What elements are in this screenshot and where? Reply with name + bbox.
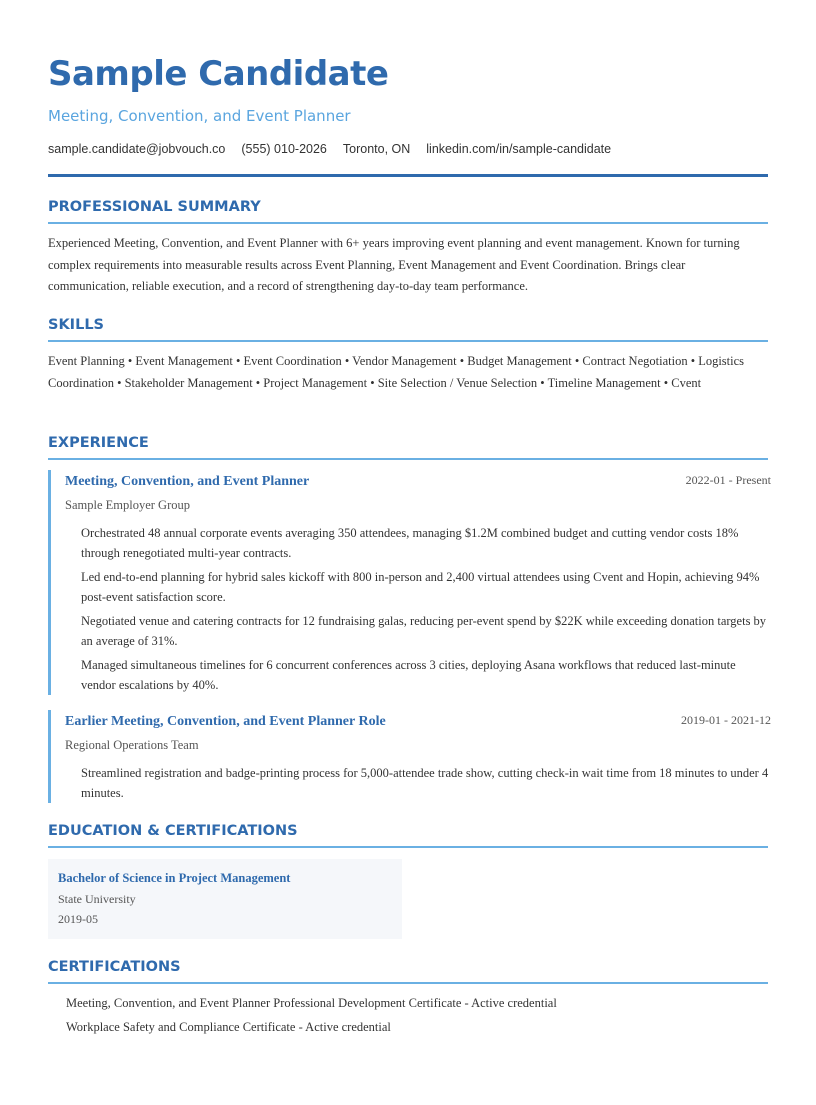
contact-line [48,142,627,156]
certification-item: Meeting, Convention, and Event Planner Professional Development Certificate - Active credential [66,996,557,1010]
skills-heading: SKILLS [48,317,104,333]
certifications-heading: CERTIFICATIONS [48,959,181,975]
header-divider [48,174,768,177]
job-bullet: Negotiated venue and catering contracts for 12 fundraising galas, reducing per-event spend by $22K while exceeding donation targets by an average of 31%. [81,614,767,648]
job-entry [48,710,771,803]
job-entry [48,470,771,695]
certification-item: Workplace Safety and Compliance Certificate - Active credential [66,1020,391,1034]
summary-text: Experienced Meeting, Convention, and Event Planner with 6+ years improving event planning and event management. Known for turning complex requirements into measurable results across Event Planning, Event Management and Event Coordination. Brings clear communication, reliable execution, and a record of strengthening day-to-day team performance. [48,236,740,293]
contact-email[interactable]: sample.candidate@jobvouch.co [48,142,226,156]
job-title: Meeting, Convention, and Event Planner [65,474,310,489]
education-degree: Bachelor of Science in Project Management [58,871,291,885]
job-company: Regional Operations Team [65,738,199,752]
education-school: State University [58,892,136,906]
certifications-divider [48,982,768,984]
job-company: Sample Employer Group [65,498,190,512]
candidate-title: Meeting, Convention, and Event Planner [48,107,351,125]
summary-heading: PROFESSIONAL SUMMARY [48,199,261,215]
job-dates: 2019-01 - 2021-12 [681,713,771,727]
candidate-name: Sample Candidate [48,54,389,94]
job-bullet: Orchestrated 48 annual corporate events averaging 350 attendees, managing $1.2M combined budget and cutting vendor costs 18% through renegotiated multi-year contracts. [81,526,739,560]
job-bullet: Led end-to-end planning for hybrid sales kickoff with 800 in-person and 2,400 virtual attendees using Cvent and Hopin, achieving 94% post-event satisfaction score. [81,570,760,604]
contact-location: Toronto, ON [342,142,411,156]
summary-divider [48,222,768,224]
contact-phone: (555) 010-2026 [241,142,327,156]
contact-linkedin[interactable]: linkedin.com/in/sample-candidate [426,142,612,156]
job-bullets [81,763,769,807]
job-bullet: Streamlined registration and badge-printing process for 5,000-attendee trade show, cutting check-in wait time from 18 minutes to under 4 minutes. [81,766,769,800]
experience-divider [48,458,768,460]
job-bullets [81,523,769,699]
skills-text: Event Planning • Event Management • Event Coordination • Vendor Management • Budget Management • Contract Negotiation • Logistics Coordination • Stakeholder Management • Project Management • Site Selection / Venue Selection • Timeline Management • Cvent [48,354,745,390]
skills-divider [48,340,768,342]
job-dates: 2022-01 - Present [685,473,771,487]
education-divider [48,846,768,848]
education-heading: EDUCATION & CERTIFICATIONS [48,823,298,839]
education-card [48,859,402,939]
job-title: Earlier Meeting, Convention, and Event Planner Role [65,714,386,729]
job-bullet: Managed simultaneous timelines for 6 concurrent conferences across 3 cities, deploying Asana workflows that reduced last-minute vendor escalations by 40%. [81,658,736,692]
experience-heading: EXPERIENCE [48,435,149,451]
education-date: 2019-05 [58,912,98,926]
